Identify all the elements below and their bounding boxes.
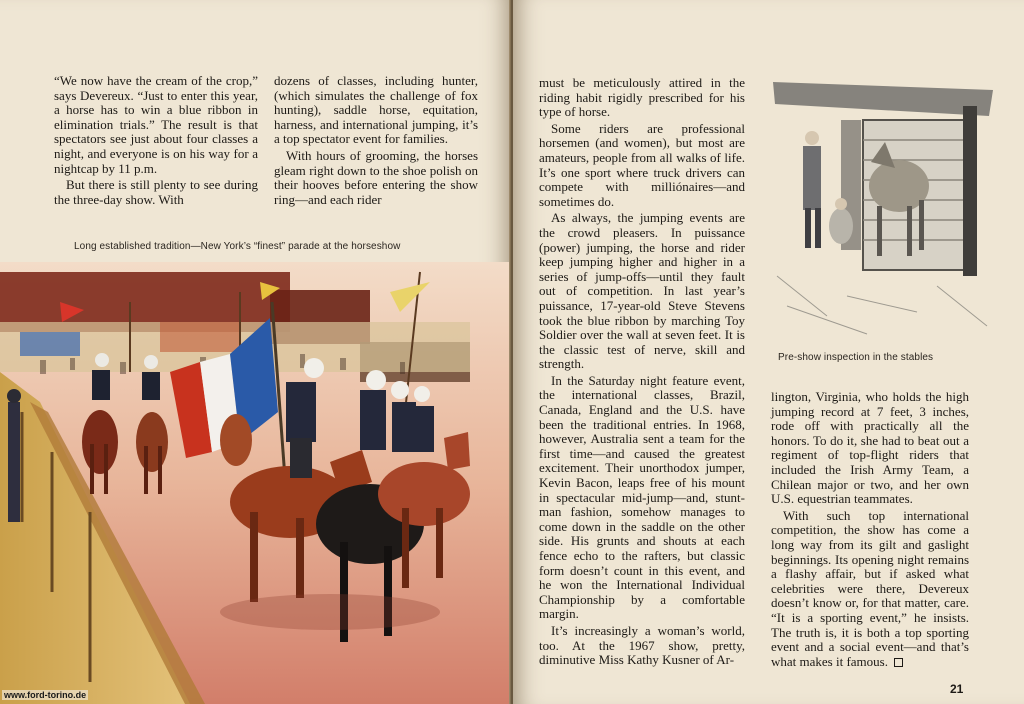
page-number: 21 bbox=[950, 682, 964, 696]
paragraph: As always, the jumping events are the crowd pleasers. In puissance (power) jumping, the horse and rider keep jumping higher and higher in a series of jump-offs—until they fault out of competition. In last year’s puissance, 17-year-old Steve Stevens took the blue ribbon by marching Toy Soldier over the wall at seven feet. It is the classic test of nerve, skill and strength. bbox=[539, 210, 745, 372]
right-column-1 bbox=[539, 76, 745, 670]
end-of-article-mark bbox=[894, 658, 903, 667]
right-column-2 bbox=[771, 390, 969, 671]
paragraph: lington, Virginia, who holds the high jumping record at 7 feet, 3 inches, rode off with practically all the honors. To do it, she had to beat out a regiment of top-flight riders that included the Irish Army Team, a Chilean major or two, and her own U.S. equestrian teammates. bbox=[771, 389, 969, 507]
right-page bbox=[513, 0, 1024, 704]
paragraph bbox=[771, 509, 969, 670]
stable-sketch bbox=[767, 76, 999, 340]
paragraph: It’s increasingly a woman’s world, too. At the 1967 show, pretty, diminutive Miss Kathy Kusner of Ar- bbox=[539, 622, 745, 668]
paragraph: “We now have the cream of the crop,” says Devereux. “Just to enter this year, a horse has to win a blue ribbon in elimination trials.” The result is that spectators see just about four classes a night, and everyone is on his way for a nightcap by 11 p.m. bbox=[54, 73, 258, 176]
sketch-caption: Pre-show inspection in the stables bbox=[778, 352, 934, 363]
paragraph: must be meticulously attired in the riding habit rigidly prescribed for his type of horse. bbox=[539, 75, 745, 120]
parade-illustration bbox=[0, 262, 511, 704]
watermark: www.ford-torino.de bbox=[4, 690, 87, 700]
paragraph: But there is still plenty to see during the three-day show. With bbox=[54, 177, 258, 207]
paragraph: In the Saturday night feature event, the international classes, Brazil, Canada, England and the U.S. have been the traditional entries. In 1968, however, Australia sent a team for the first time—and caused the greatest excitement. Their unorthodox jumper, Kevin Bacon, leaps free of his mount in spectacular mid-jump—and, stunt-man fashion, somehow manages to come down in the saddle on the other side. His grunts and shouts at each fence echo to the rafters, but classic form doesn’t count in this event, and he won the International Individual Championship by a comfortable margin. bbox=[539, 372, 745, 622]
left-column-1 bbox=[54, 74, 258, 209]
paragraph: dozens of classes, including hunter, (which simulates the challenge of fox hunting), saddle horse, equitation, harness, and international jumping, it’s a top spectator event for families. bbox=[274, 73, 478, 147]
paragraph: With hours of grooming, the horses gleam right down to the shoe polish on their hooves before entering the show ring—and each rider bbox=[274, 147, 478, 207]
left-page bbox=[0, 0, 511, 704]
paragraph-text: With such top international competition, the show has come a long way from its gilt and gaslight beginnings. Its opening night remains a flashy affair, but if asked what celebrities were there, Devereux doesn’t know or, for that matter, care. “It is a sporting event,” he insists. The truth is, it is both a top sporting event and a social event—and that’s what makes it famous. bbox=[771, 507, 969, 669]
paragraph: Some riders are professional horsemen (and women), but most are amateurs, people from all walks of life. It’s one sport where truck drivers can compete with milliónaires—and sometimes do. bbox=[539, 120, 745, 209]
left-column-2 bbox=[274, 74, 478, 209]
illustration-caption: Long established tradition—New York’s “finest” parade at the horseshow bbox=[74, 241, 401, 252]
